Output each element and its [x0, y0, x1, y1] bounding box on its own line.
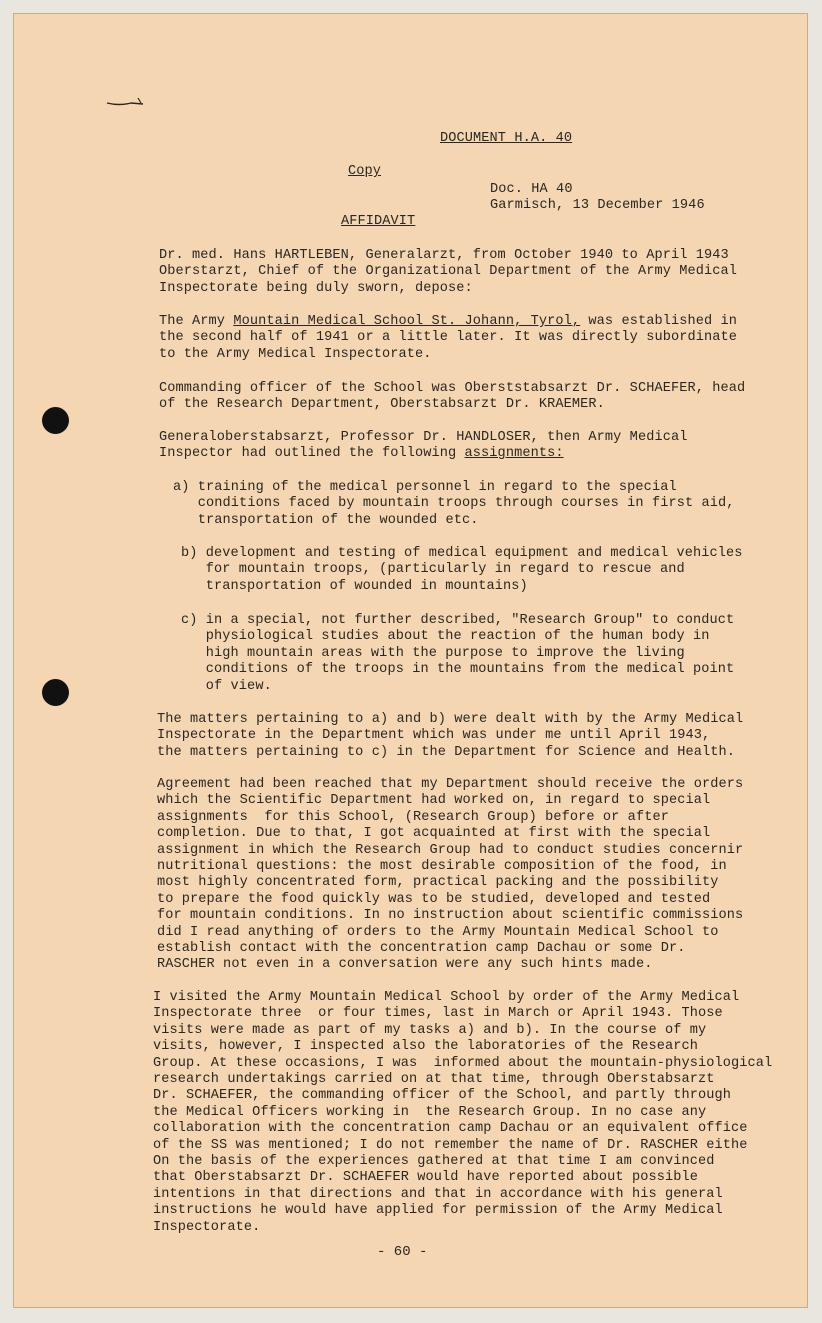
paragraph-school-established: The Army Mountain Medical School St. Johann, Tyrol, was established in the second half of 1941 or a little later. It was directly subordinate to the Army Medical Inspectorate.: [159, 314, 738, 362]
punch-hole-bottom: [42, 679, 69, 706]
paragraph-visits: I visited the Army Mountain Medical School by order of the Army Medical Inspectorate three or four times, last in March or April 1943. Those visits were made as part of my tasks a) and b). In the course of my visits, however, I inspected also the laboratories of the Research Group. At these occasions, I was informed about the mountain-physiological research undertakings carried on at that time, through Oberstabsarzt Dr. SCHAEFER, the commanding officer of the School, and partly through the Medical Officers working in the Research Group. In no case any collaboration with the concentration camp Dachau or an equivalent office of the SS was mentioned; I do not remember the name of Dr. RASCHER eithe On the basis of the experiences gathered at that time I am convinced that Oberstabsarzt Dr. SCHAEFER would have reported about possible intentions in that directions and that in accordance with his general instructions he would have applied for permission of the Army Medical Inspectorate.: [153, 990, 773, 1235]
affidavit-title: AFFIDAVIT: [341, 214, 416, 229]
document-title: DOCUMENT H.A. 40: [440, 131, 573, 146]
pen-mark-icon: [105, 95, 145, 107]
list-item-a: a) training of the medical personnel in regard to the special conditions faced by mountain troops through courses in first aid, transportation of the wounded etc.: [173, 480, 735, 528]
paragraph-assignments-intro: Generaloberstabsarzt, Professor Dr. HANDLOSER, then Army Medical Inspector had outlined the following assignments:: [159, 430, 688, 462]
place-date: Garmisch, 13 December 1946: [490, 198, 705, 213]
copy-label: Copy: [348, 164, 382, 179]
list-item-b: b) development and testing of medical equipment and medical vehicles for mountain troops, (particularly in regard to rescue and transportation of wounded in mountains): [181, 546, 743, 594]
paragraph-deponent: Dr. med. Hans HARTLEBEN, Generalarzt, from October 1940 to April 1943 Oberstarzt, Chief of the Organizational Department of the Army Medical Inspectorate being duly sworn, depose:: [159, 248, 738, 296]
document-reference: Doc. HA 40: [490, 182, 573, 197]
paragraph-agreement: Agreement had been reached that my Department should receive the orders which the Scientific Department had worked on, in regard to special assignments for this School, (Research Group) before or after completion. Due to that, I got acquainted at first with the special assignment in which the Research Group had to conduct studies concernir nutritional questions: the most desirable composition of the food, in most highly concentrated form, practical packing and the possibility to prepare the food quickly was to be studied, developed and tested for mountain conditions. In no instruction about scientific commissions did I read anything of orders to the Army Mountain Medical School to establish contact with the concentration camp Dachau or some Dr. RASCHER not even in a conversation were any such hints made.: [157, 777, 744, 973]
paragraph-commanding-officer: Commanding officer of the School was Oberststabsarzt Dr. SCHAEFER, head of the Research Department, Oberstabsarzt Dr. KRAEMER.: [159, 381, 746, 413]
page-number: - 60 -: [377, 1244, 428, 1260]
punch-hole-top: [42, 407, 69, 434]
paragraph-departments: The matters pertaining to a) and b) were dealt with by the Army Medical Inspectorate in the Department which was under me until April 1943, the matters pertaining to c) in the Department for Science and Health.: [157, 712, 744, 760]
list-item-c: c) in a special, not further described, "Research Group" to conduct physiological studies about the reaction of the human body in high mountain areas with the purpose to improve the living conditions of the troops in the mountains from the medical point of view.: [181, 613, 735, 694]
